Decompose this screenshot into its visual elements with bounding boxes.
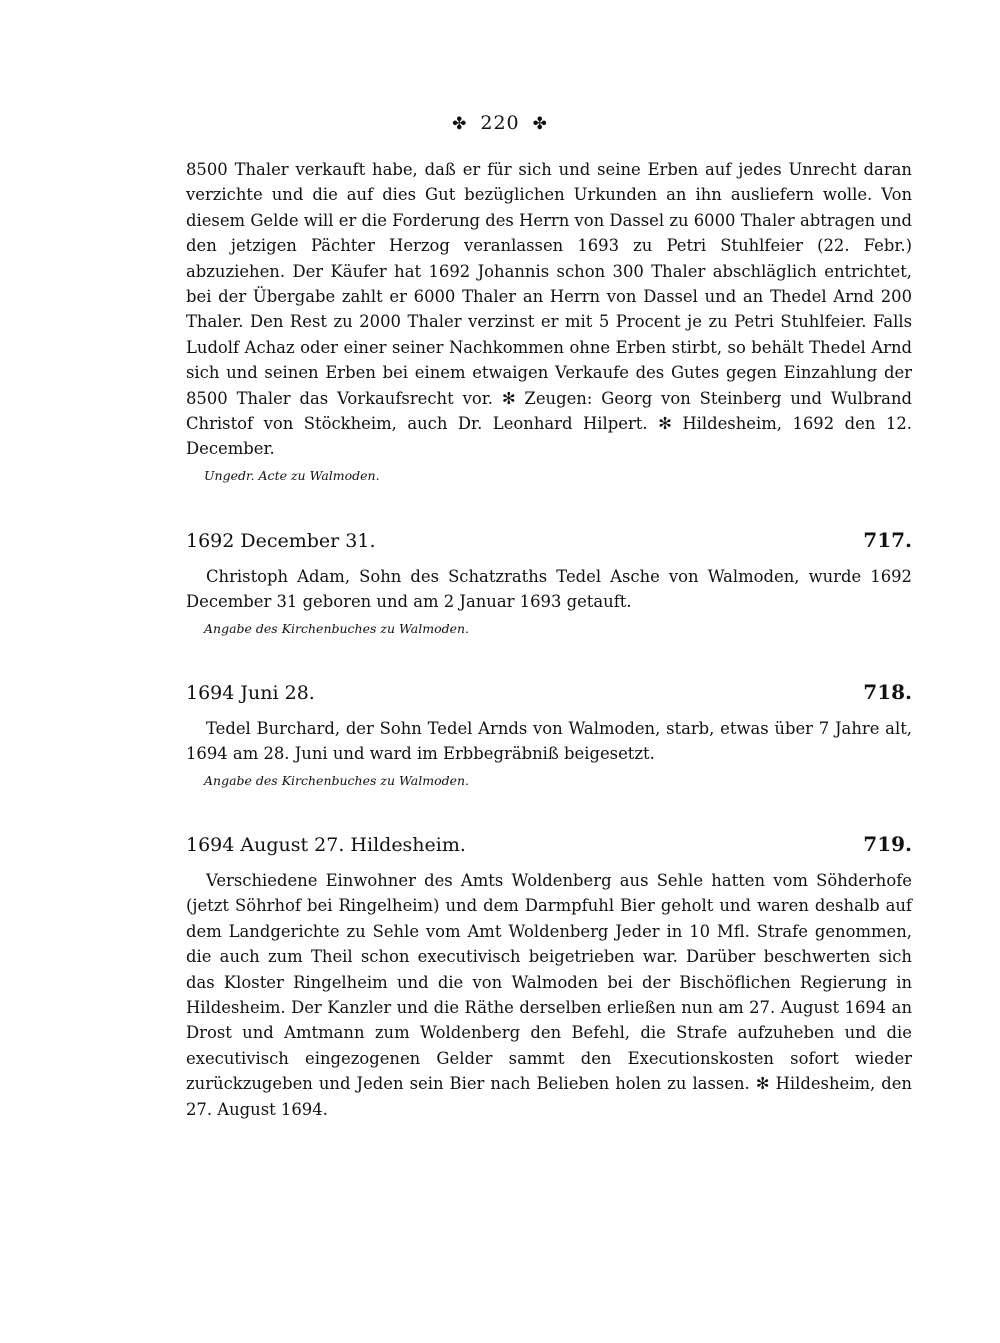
entry-text: Christoph Adam, Sohn des Schatzraths Tedel Asche von Walmoden, wurde 1692 December 31 geboren und am 2 Januar 1693 getauft. — [186, 567, 912, 612]
entry-number: 719. — [863, 832, 912, 856]
continuation-text: 8500 Thaler verkauft habe, daß er für sich und seine Erben auf jedes Unrecht daran verzichte und die auf dies Gut bezüglichen Urkunden an ihn ausliefern wolle. Von diesem Gelde will er die Forderung des Herrn von Dassel zu 6000 Thaler abtragen und den jetzigen Pächter Herzog veranlassen 1693 zu Petri Stuhlfeier (22. Febr.) abzuziehen. Der Käufer hat 1692 Johannis schon 300 Thaler abschläglich entrichtet, bei der Übergabe zahlt er 6000 Thaler an Herrn von Dassel und an Thedel Arnd 200 Thaler. Den Rest zu 2000 Thaler verzinst er mit 5 Procent je zu Petri Stuhlfeier. Falls Ludolf Achaz oder einer seiner Nachkommen ohne Erben stirbt, so behält Thedel Arnd sich und seinen Erben bei einem etwaigen Verkaufe des Gutes gegen Einzahlung der 8500 Thaler das Vorkaufsrecht vor. ✻ Zeugen: Georg von Steinberg und Wulbrand Christof von Stöckheim, auch Dr. Leonhard Hilpert. ✻ Hildesheim, 1692 den 12. December. — [186, 160, 912, 459]
entry-header — [186, 528, 912, 552]
entry-718 — [186, 680, 912, 788]
entry-header — [186, 680, 912, 704]
entry-date: 1692 December 31. — [186, 530, 376, 552]
ornament-left-icon: ✤ — [452, 114, 468, 134]
entry-source: Angabe des Kirchenbuches zu Walmoden. — [204, 620, 470, 636]
entry-number: 717. — [863, 528, 912, 552]
entry-source: Angabe des Kirchenbuches zu Walmoden. — [204, 772, 470, 788]
continuation-block — [186, 157, 912, 483]
entry-text: Verschiedene Einwohner des Amts Woldenberg aus Sehle hatten vom Söhderhofe (jetzt Söhrhof bei Ringelheim) und dem Darmpfuhl Bier geholt und waren deshalb auf dem Landgerichte zu Sehle vom Amt Woldenberg Jeder in 10 Mfl. Strafe genommen, die auch zum Theil schon executivisch beigetrieben war. Darüber beschwerten sich das Kloster Ringelheim und die von Walmoden bei der Bischöflichen Regierung in Hildesheim. Der Kanzler und die Räthe derselben erließen nun am 27. August 1694 an Drost und Amtmann zum Woldenberg den Befehl, die Strafe aufzuheben und die executivisch eingezogenen Gelder sammt den Executionskosten sofort wieder zurückzugeben und Jeden sein Bier nach Belieben holen zu lassen. ✻ Hildesheim, den 27. August 1694. — [186, 871, 912, 1119]
continuation-source: Ungedr. Acte zu Walmoden. — [204, 467, 380, 483]
entry-number: 718. — [863, 680, 912, 704]
entry-header — [186, 832, 912, 856]
ornament-right-icon: ✤ — [532, 114, 548, 134]
entry-text: Tedel Burchard, der Sohn Tedel Arnds von Walmoden, starb, etwas über 7 Jahre alt, 1694 am 28. Juni und ward im Erbbegräbniß beigesetzt. — [186, 719, 912, 764]
entry-date: 1694 August 27. Hildesheim. — [186, 834, 466, 856]
entry-719 — [186, 832, 912, 1122]
entry-date: 1694 Juni 28. — [186, 682, 315, 704]
entry-717 — [186, 528, 912, 636]
page-number: 220 — [480, 112, 520, 134]
page-header — [0, 112, 1000, 134]
